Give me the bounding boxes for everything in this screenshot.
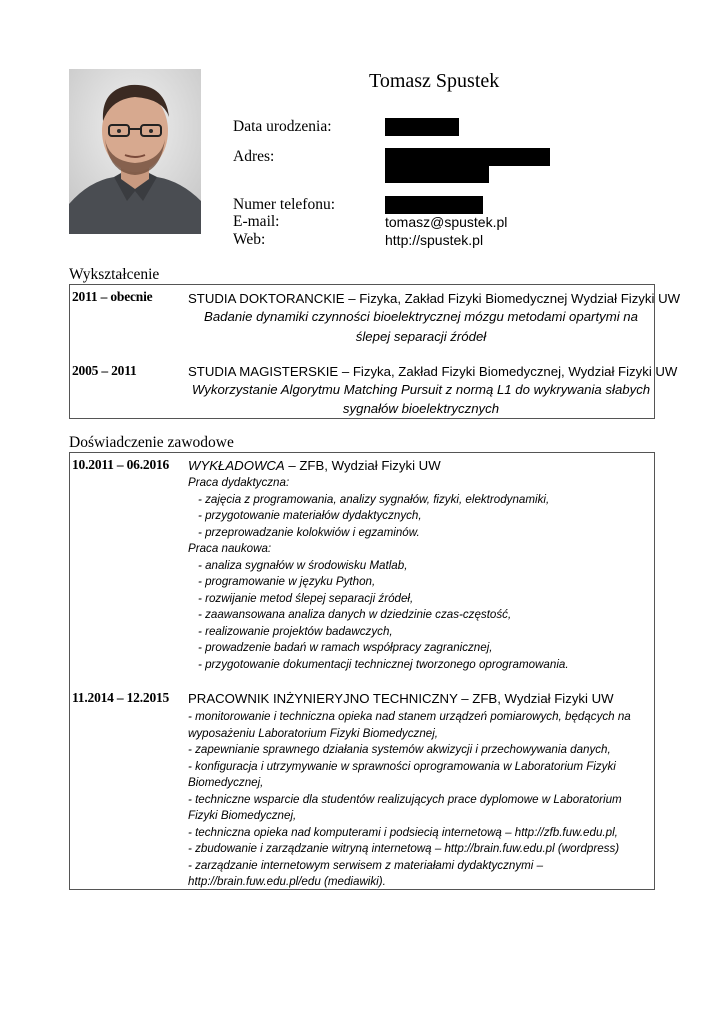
education-heading: Wykształcenie <box>69 266 160 283</box>
job-line: - techniczne wsparcie dla studentów realizujących prace dyplomowe w Laboratorium <box>188 792 622 806</box>
education-date: 2011 – obecnie <box>72 289 153 304</box>
person-name: Tomasz Spustek <box>369 70 500 92</box>
experience-heading: Doświadczenie zawodowe <box>69 434 234 451</box>
education-box <box>69 284 681 419</box>
job-line: - konfiguracja i utrzymywanie w sprawności oprogramowania w Laboratorium Fizyki <box>188 759 616 773</box>
job-line: - realizowanie projektów badawczych, <box>198 624 393 638</box>
job-title-italic: WYKŁADOWCA <box>188 458 285 473</box>
job-line: - przygotowanie dokumentacji technicznej tworzonego oprogramowania. <box>198 657 569 671</box>
education-title: STUDIA DOKTORANCKIE – Fizyka, Zakład Fizyki Biomedycznej Wydział Fizyki UW <box>188 291 681 306</box>
experience-box <box>69 452 655 890</box>
redacted-birth-date <box>385 118 459 136</box>
redacted-address-line-1 <box>385 148 550 166</box>
job-line: - przygotowanie materiałów dydaktycznych, <box>198 509 422 522</box>
birth-date-label: Data urodzenia: <box>233 118 332 135</box>
job-line: - techniczna opieka nad komputerami i podsiecią internetową – http://zfb.fuw.edu.pl, <box>188 825 618 839</box>
job-line: - zapewnianie sprawnego działania systemów akwizycji i przechowywania danych, <box>188 743 611 756</box>
job-date: 10.2011 – 06.2016 <box>72 457 170 472</box>
job-line: http://brain.fuw.edu.pl/edu (mediawiki). <box>188 875 386 888</box>
job-line: - zaawansowana analiza danych w dziedzinie czas-częstość, <box>198 608 512 621</box>
job-line: - rozwijanie metod ślepej separacji źródeł, <box>198 591 414 605</box>
email-label: E-mail: <box>233 213 280 230</box>
education-thesis-line: Badanie dynamiki czynności bioelektrycznej mózgu metodami opartymi na <box>204 309 638 324</box>
job-line: - zarządzanie internetowym serwisem z materiałami dydaktycznymi – <box>188 858 544 872</box>
education-thesis-line: Wykorzystanie Algorytmu Matching Pursuit z normą L1 do wykrywania słabych <box>191 382 651 397</box>
redacted-phone <box>385 196 483 214</box>
education-date: 2005 – 2011 <box>72 363 137 378</box>
job-line: - analiza sygnałów w środowisku Matlab, <box>198 558 408 572</box>
job-line: - programowanie w języku Python, <box>198 575 376 588</box>
job-line: Praca dydaktyczna: <box>188 476 290 489</box>
web-label: Web: <box>233 231 266 248</box>
education-thesis-line: sygnałów bioelektrycznych <box>342 401 500 416</box>
education-thesis-line: ślepej separacji źródeł <box>355 329 487 344</box>
job-line: Biomedycznej, <box>188 776 264 789</box>
job-line: - przeprowadzanie kolokwiów i egzaminów. <box>198 525 420 539</box>
email-value[interactable]: tomasz@spustek.pl <box>385 214 508 230</box>
job-line: wyposażeniu Laboratorium Fizyki Biomedycznej, <box>188 726 439 740</box>
job-line: Fizyki Biomedycznej, <box>188 809 297 822</box>
web-value[interactable]: http://spustek.pl <box>385 232 484 248</box>
job-title-rest: – ZFB, Wydział Fizyki UW <box>284 458 441 473</box>
job-date: 11.2014 – 12.2015 <box>72 690 170 705</box>
job-title: PRACOWNIK INŻYNIERYJNO TECHNICZNY – ZFB, Wydział Fizyki UW <box>188 691 614 706</box>
phone-label: Numer telefonu: <box>233 196 336 213</box>
job-line: - prowadzenie badań w ramach współpracy zagranicznej, <box>198 641 493 654</box>
profile-photo <box>69 69 201 234</box>
redacted-address-line-2 <box>385 166 489 183</box>
job-line: - zajęcia z programowania, analizy sygnałów, fizyki, elektrodynamiki, <box>198 492 550 506</box>
job-line: Praca naukowa: <box>188 542 272 555</box>
address-label: Adres: <box>233 148 275 165</box>
education-title: STUDIA MAGISTERSKIE – Fizyka, Zakład Fizyki Biomedycznej, Wydział Fizyki UW <box>188 364 678 379</box>
job-line: - monitorowanie i techniczna opieka nad stanem urządzeń pomiarowych, będących na <box>188 710 631 723</box>
portrait-image <box>69 69 201 234</box>
job-line: - zbudowanie i zarządzanie witryną internetową – http://brain.fuw.edu.pl (wordpress) <box>188 842 620 855</box>
job-title <box>188 458 441 473</box>
